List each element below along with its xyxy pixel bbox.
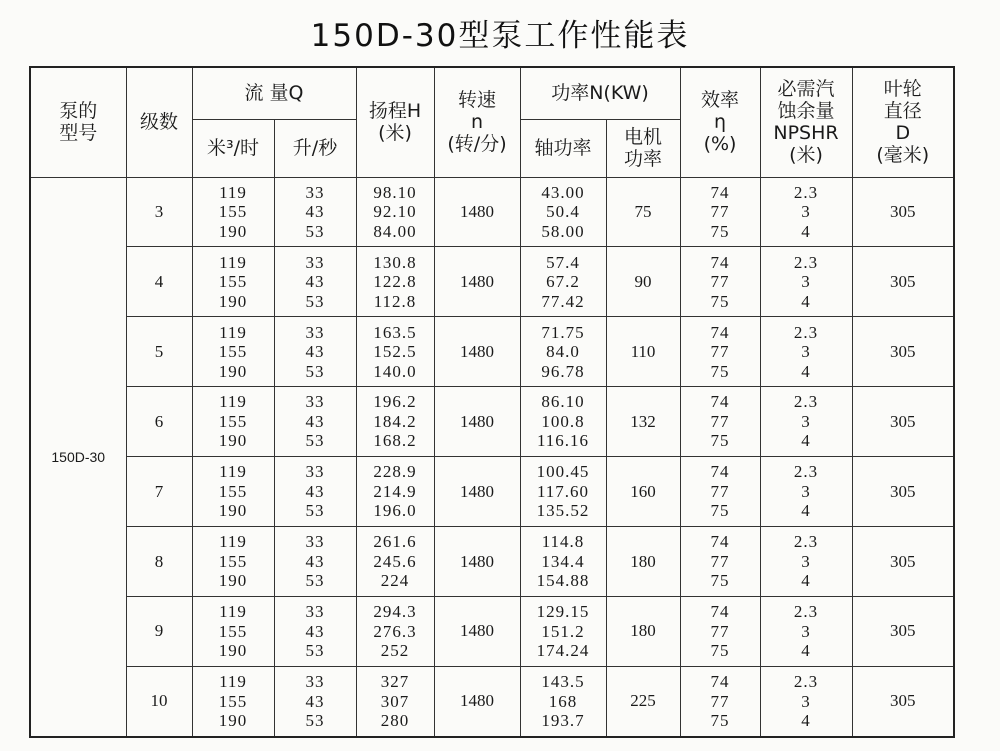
- efficiency-values: 74 77 75: [680, 527, 760, 597]
- header-pump-model: 泵的 型号: [30, 67, 126, 177]
- header-shaft-power: 轴功率: [520, 119, 606, 177]
- stage-count: 8: [126, 527, 192, 597]
- npshr-values: 2.3 3 4: [760, 597, 852, 667]
- efficiency-values: 74 77 75: [680, 177, 760, 247]
- motor-power-value: 180: [606, 527, 680, 597]
- flow-m3h-values: 119 155 190: [192, 666, 274, 737]
- table-body: [30, 177, 954, 737]
- stage-count: 6: [126, 387, 192, 457]
- table-row: [30, 387, 954, 457]
- table-row: [30, 666, 954, 737]
- flow-m3h-values: 119 155 190: [192, 387, 274, 457]
- head-values: 261.6 245.6 224: [356, 527, 434, 597]
- impeller-diameter-value: 305: [852, 597, 954, 667]
- npshr-values: 2.3 3 4: [760, 317, 852, 387]
- header-efficiency: 效率 η (%): [680, 67, 760, 177]
- header-flow-ls: 升/秒: [274, 119, 356, 177]
- table-row: [30, 177, 954, 247]
- page-title: 150D-30型泵工作性能表: [310, 18, 690, 54]
- header-flow-m3h: 米³/时: [192, 119, 274, 177]
- speed-value: 1480: [434, 597, 520, 667]
- head-values: 228.9 214.9 196.0: [356, 457, 434, 527]
- speed-value: 1480: [434, 457, 520, 527]
- shaft-power-values: 86.10 100.8 116.16: [520, 387, 606, 457]
- motor-power-value: 110: [606, 317, 680, 387]
- pump-model-cell: 150D-30: [30, 177, 126, 737]
- head-values: 98.10 92.10 84.00: [356, 177, 434, 247]
- stage-count: 10: [126, 666, 192, 737]
- flow-m3h-values: 119 155 190: [192, 527, 274, 597]
- npshr-values: 2.3 3 4: [760, 527, 852, 597]
- table-row: [30, 597, 954, 667]
- header-npshr: 必需汽 蚀余量 NPSHR (米): [760, 67, 852, 177]
- impeller-diameter-value: 305: [852, 527, 954, 597]
- speed-value: 1480: [434, 387, 520, 457]
- efficiency-values: 74 77 75: [680, 387, 760, 457]
- stage-count: 4: [126, 247, 192, 317]
- flow-ls-values: 33 43 53: [274, 387, 356, 457]
- impeller-diameter-value: 305: [852, 457, 954, 527]
- shaft-power-values: 114.8 134.4 154.88: [520, 527, 606, 597]
- impeller-diameter-value: 305: [852, 387, 954, 457]
- speed-value: 1480: [434, 666, 520, 737]
- shaft-power-values: 143.5 168 193.7: [520, 666, 606, 737]
- npshr-values: 2.3 3 4: [760, 177, 852, 247]
- flow-ls-values: 33 43 53: [274, 666, 356, 737]
- npshr-values: 2.3 3 4: [760, 247, 852, 317]
- table-row: [30, 317, 954, 387]
- flow-m3h-values: 119 155 190: [192, 457, 274, 527]
- shaft-power-values: 129.15 151.2 174.24: [520, 597, 606, 667]
- head-values: 294.3 276.3 252: [356, 597, 434, 667]
- impeller-diameter-value: 305: [852, 317, 954, 387]
- flow-ls-values: 33 43 53: [274, 177, 356, 247]
- performance-table: [29, 66, 955, 738]
- efficiency-values: 74 77 75: [680, 457, 760, 527]
- header-power: 功率N(KW): [520, 67, 680, 119]
- motor-power-value: 180: [606, 597, 680, 667]
- motor-power-value: 132: [606, 387, 680, 457]
- efficiency-values: 74 77 75: [680, 247, 760, 317]
- table-row: [30, 247, 954, 317]
- impeller-diameter-value: 305: [852, 177, 954, 247]
- flow-m3h-values: 119 155 190: [192, 247, 274, 317]
- header-flow: 流 量Q: [192, 67, 356, 119]
- flow-ls-values: 33 43 53: [274, 247, 356, 317]
- head-values: 130.8 122.8 112.8: [356, 247, 434, 317]
- table-row: [30, 527, 954, 597]
- table-row: [30, 457, 954, 527]
- stage-count: 7: [126, 457, 192, 527]
- shaft-power-values: 100.45 117.60 135.52: [520, 457, 606, 527]
- flow-ls-values: 33 43 53: [274, 597, 356, 667]
- speed-value: 1480: [434, 247, 520, 317]
- npshr-values: 2.3 3 4: [760, 457, 852, 527]
- flow-ls-values: 33 43 53: [274, 527, 356, 597]
- speed-value: 1480: [434, 317, 520, 387]
- efficiency-values: 74 77 75: [680, 666, 760, 737]
- shaft-power-values: 71.75 84.0 96.78: [520, 317, 606, 387]
- shaft-power-values: 43.00 50.4 58.00: [520, 177, 606, 247]
- flow-m3h-values: 119 155 190: [192, 317, 274, 387]
- motor-power-value: 160: [606, 457, 680, 527]
- stage-count: 3: [126, 177, 192, 247]
- flow-m3h-values: 119 155 190: [192, 597, 274, 667]
- npshr-values: 2.3 3 4: [760, 666, 852, 737]
- head-values: 327 307 280: [356, 666, 434, 737]
- efficiency-values: 74 77 75: [680, 317, 760, 387]
- header-head: 扬程H (米): [356, 67, 434, 177]
- speed-value: 1480: [434, 527, 520, 597]
- motor-power-value: 75: [606, 177, 680, 247]
- flow-ls-values: 33 43 53: [274, 457, 356, 527]
- header-stages: 级数: [126, 67, 192, 177]
- speed-value: 1480: [434, 177, 520, 247]
- efficiency-values: 74 77 75: [680, 597, 760, 667]
- motor-power-value: 225: [606, 666, 680, 737]
- header-speed: 转速 n (转/分): [434, 67, 520, 177]
- header-motor-power: 电机 功率: [606, 119, 680, 177]
- flow-ls-values: 33 43 53: [274, 317, 356, 387]
- npshr-values: 2.3 3 4: [760, 387, 852, 457]
- stage-count: 9: [126, 597, 192, 667]
- stage-count: 5: [126, 317, 192, 387]
- head-values: 196.2 184.2 168.2: [356, 387, 434, 457]
- shaft-power-values: 57.4 67.2 77.42: [520, 247, 606, 317]
- head-values: 163.5 152.5 140.0: [356, 317, 434, 387]
- flow-m3h-values: 119 155 190: [192, 177, 274, 247]
- impeller-diameter-value: 305: [852, 247, 954, 317]
- motor-power-value: 90: [606, 247, 680, 317]
- impeller-diameter-value: 305: [852, 666, 954, 737]
- header-impeller-diameter: 叶轮 直径 D (毫米): [852, 67, 954, 177]
